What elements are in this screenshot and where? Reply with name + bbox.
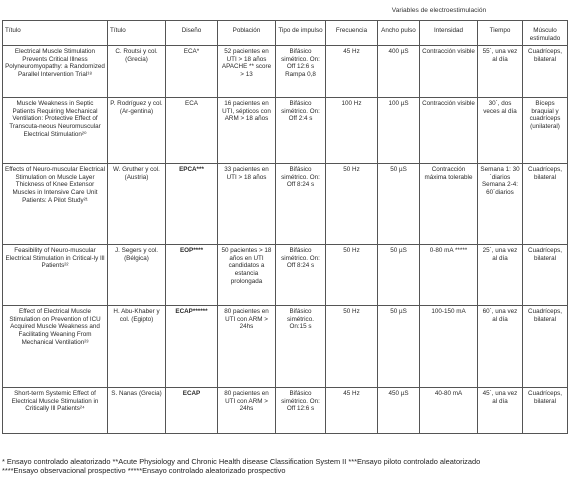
col-header-titulo: Título: [3, 21, 108, 46]
studies-table: [2, 20, 568, 434]
table-header-row: [3, 21, 568, 46]
design-bold: EPCA***: [179, 166, 204, 174]
table-row: [3, 388, 568, 434]
table-row: [3, 164, 568, 245]
cell-intensidad: Contracción visible: [420, 98, 478, 164]
col-header-ancho: Ancho pulso: [378, 21, 420, 46]
col-header-poblacion: Población: [218, 21, 276, 46]
cell-impulso: Bifásico simétrico. On: Off 2:4 s: [276, 98, 326, 164]
cell-poblacion: 16 pacientes en UTI, sépticos con ARM > 18 años: [218, 98, 276, 164]
cell-titulo: Electrical Muscle Stimulation Prevents Critical Illness Polyneuromyopathy: a Randomized Parallel Intervention Trial¹⁸: [3, 46, 108, 98]
cell-autor: W. Gruther y col. (Austria): [108, 164, 166, 245]
cell-titulo: Effect of Electrical Muscle Stimulation on Prevention of ICU Acquired Muscle Weakness and Facilitating Weaning From Mechanical Ventilation²³: [3, 306, 108, 388]
cell-tiempo: 60´, una vez al día: [478, 306, 523, 388]
cell-frecuencia: 45 Hz: [326, 46, 378, 98]
cell-musculo: Cuadríceps, bilateral: [523, 306, 568, 388]
cell-impulso: Bifásico simétrico. On:15 s: [276, 306, 326, 388]
cell-ancho: 50 µS: [378, 306, 420, 388]
col-header-tiempo: Tiempo: [478, 21, 523, 46]
table-row: [3, 306, 568, 388]
cell-intensidad: 0-80 mA *****: [420, 245, 478, 306]
col-header-musculo: Músculo estimulado: [523, 21, 568, 46]
cell-musculo: Cuadríceps, bilateral: [523, 46, 568, 98]
cell-diseno: [166, 245, 218, 306]
footnote-line: ****Ensayo observacional prospectivo *****Ensayo controlado aleatorizado prospectivo: [2, 466, 286, 476]
cell-poblacion: 80 pacientes en UTI con ARM > 24hs: [218, 306, 276, 388]
col-header-frecuencia: Frecuencia: [326, 21, 378, 46]
cell-ancho: 450 µS: [378, 388, 420, 434]
cell-impulso: Bifásico simétrico. On: Off 8:24 s: [276, 164, 326, 245]
cell-tiempo: 55´, una vez al día: [478, 46, 523, 98]
cell-frecuencia: 45 Hz: [326, 388, 378, 434]
cell-titulo: Effects of Neuro-muscular Electrical Stimulation on Muscle Layer Thickness of Knee Extensor Muscles in Intensive Care Unit Patients: A Pilot Study²¹: [3, 164, 108, 245]
col-header-impulso: Tipo de impulso: [276, 21, 326, 46]
cell-tiempo: 25´, una vez al día: [478, 245, 523, 306]
cell-diseno: [166, 388, 218, 434]
table-body: [3, 46, 568, 434]
cell-diseno: ECA*: [166, 46, 218, 98]
cell-tiempo: 30´, dos veces al día: [478, 98, 523, 164]
cell-intensidad: Contracción máxima tolerable: [420, 164, 478, 245]
cell-impulso: Bifásico simétrico. On: Off 12:6 s Rampa 0,8: [276, 46, 326, 98]
cell-musculo: Cuadríceps, bilateral: [523, 245, 568, 306]
cell-musculo: Bíceps braquial y cuadríceps (unilateral): [523, 98, 568, 164]
cell-diseno: [166, 306, 218, 388]
design-bold: ECAP******: [175, 308, 208, 316]
cell-frecuencia: 50 Hz: [326, 164, 378, 245]
cell-frecuencia: 50 Hz: [326, 245, 378, 306]
cell-titulo: Feasibility of Neuro-muscular Electrical Stimulation in Critical-ly Ill Patients²²: [3, 245, 108, 306]
cell-ancho: 400 µS: [378, 46, 420, 98]
table-footnotes: [2, 457, 568, 475]
col-header-diseno: Diseño: [166, 21, 218, 46]
cell-poblacion: 80 pacientes en UTI con ARM > 24hs: [218, 388, 276, 434]
cell-poblacion: 50 pacientes > 18 años en UTI candidatos a estancia prolongada: [218, 245, 276, 306]
cell-intensidad: 100-150 mA: [420, 306, 478, 388]
cell-autor: S. Nanas (Grecia): [108, 388, 166, 434]
cell-titulo: Short-term Systemic Effect of Electrical Muscle Stimulation in Critically Ill Patients²⁴: [3, 388, 108, 434]
design-bold: EOP****: [179, 247, 204, 255]
cell-frecuencia: 100 Hz: [326, 98, 378, 164]
cell-titulo: Muscle Weakness in Septic Patients Requiring Mechanical Ventilation: Protective Effect of Transcuta-neous Neuromuscular Electrical Stimulation²⁰: [3, 98, 108, 164]
cell-ancho: 50 µS: [378, 245, 420, 306]
table-row: [3, 245, 568, 306]
stimulation-variables-header: Variables de electroestimulación: [391, 7, 487, 14]
cell-poblacion: 52 pacientes en UTI > 18 años APACHE ** score > 13: [218, 46, 276, 98]
cell-autor: H. Abu-Khaber y col. (Egipto): [108, 306, 166, 388]
cell-impulso: Bifásico simétrico. On: Off 12:6 s: [276, 388, 326, 434]
cell-ancho: 50 µS: [378, 164, 420, 245]
cell-autor: J. Segers y col. (Bélgica): [108, 245, 166, 306]
cell-poblacion: 33 pacientes en UTI > 18 años: [218, 164, 276, 245]
col-header-autor: Título: [108, 21, 166, 46]
cell-musculo: Cuadríceps, bilateral: [523, 164, 568, 245]
cell-musculo: Cuadríceps, bilateral: [523, 388, 568, 434]
cell-ancho: 100 µS: [378, 98, 420, 164]
table-row: [3, 98, 568, 164]
cell-frecuencia: 50 Hz: [326, 306, 378, 388]
design-bold: ECAP: [182, 390, 201, 398]
cell-autor: C. Routsi y col. (Grecia): [108, 46, 166, 98]
cell-impulso: Bifásico simétrico. On: Off 8:24 s: [276, 245, 326, 306]
cell-tiempo: 45´, una vez al día: [478, 388, 523, 434]
cell-intensidad: 40-80 mA: [420, 388, 478, 434]
footnote-line: * Ensayo controlado aleatorizado **Acute Physiology and Chronic Health disease Classification System II ***Ensayo piloto controlado aleatorizado: [2, 457, 481, 466]
cell-intensidad: Contracción visible: [420, 46, 478, 98]
cell-autor: P. Rodríguez y col. (Ar-gentina): [108, 98, 166, 164]
col-header-intensidad: Intensidad: [420, 21, 478, 46]
cell-diseno: ECA: [166, 98, 218, 164]
cell-diseno: [166, 164, 218, 245]
cell-tiempo: Semana 1: 30´diarios Semana 2-4: 60´diarios: [478, 164, 523, 245]
table-row: [3, 46, 568, 98]
